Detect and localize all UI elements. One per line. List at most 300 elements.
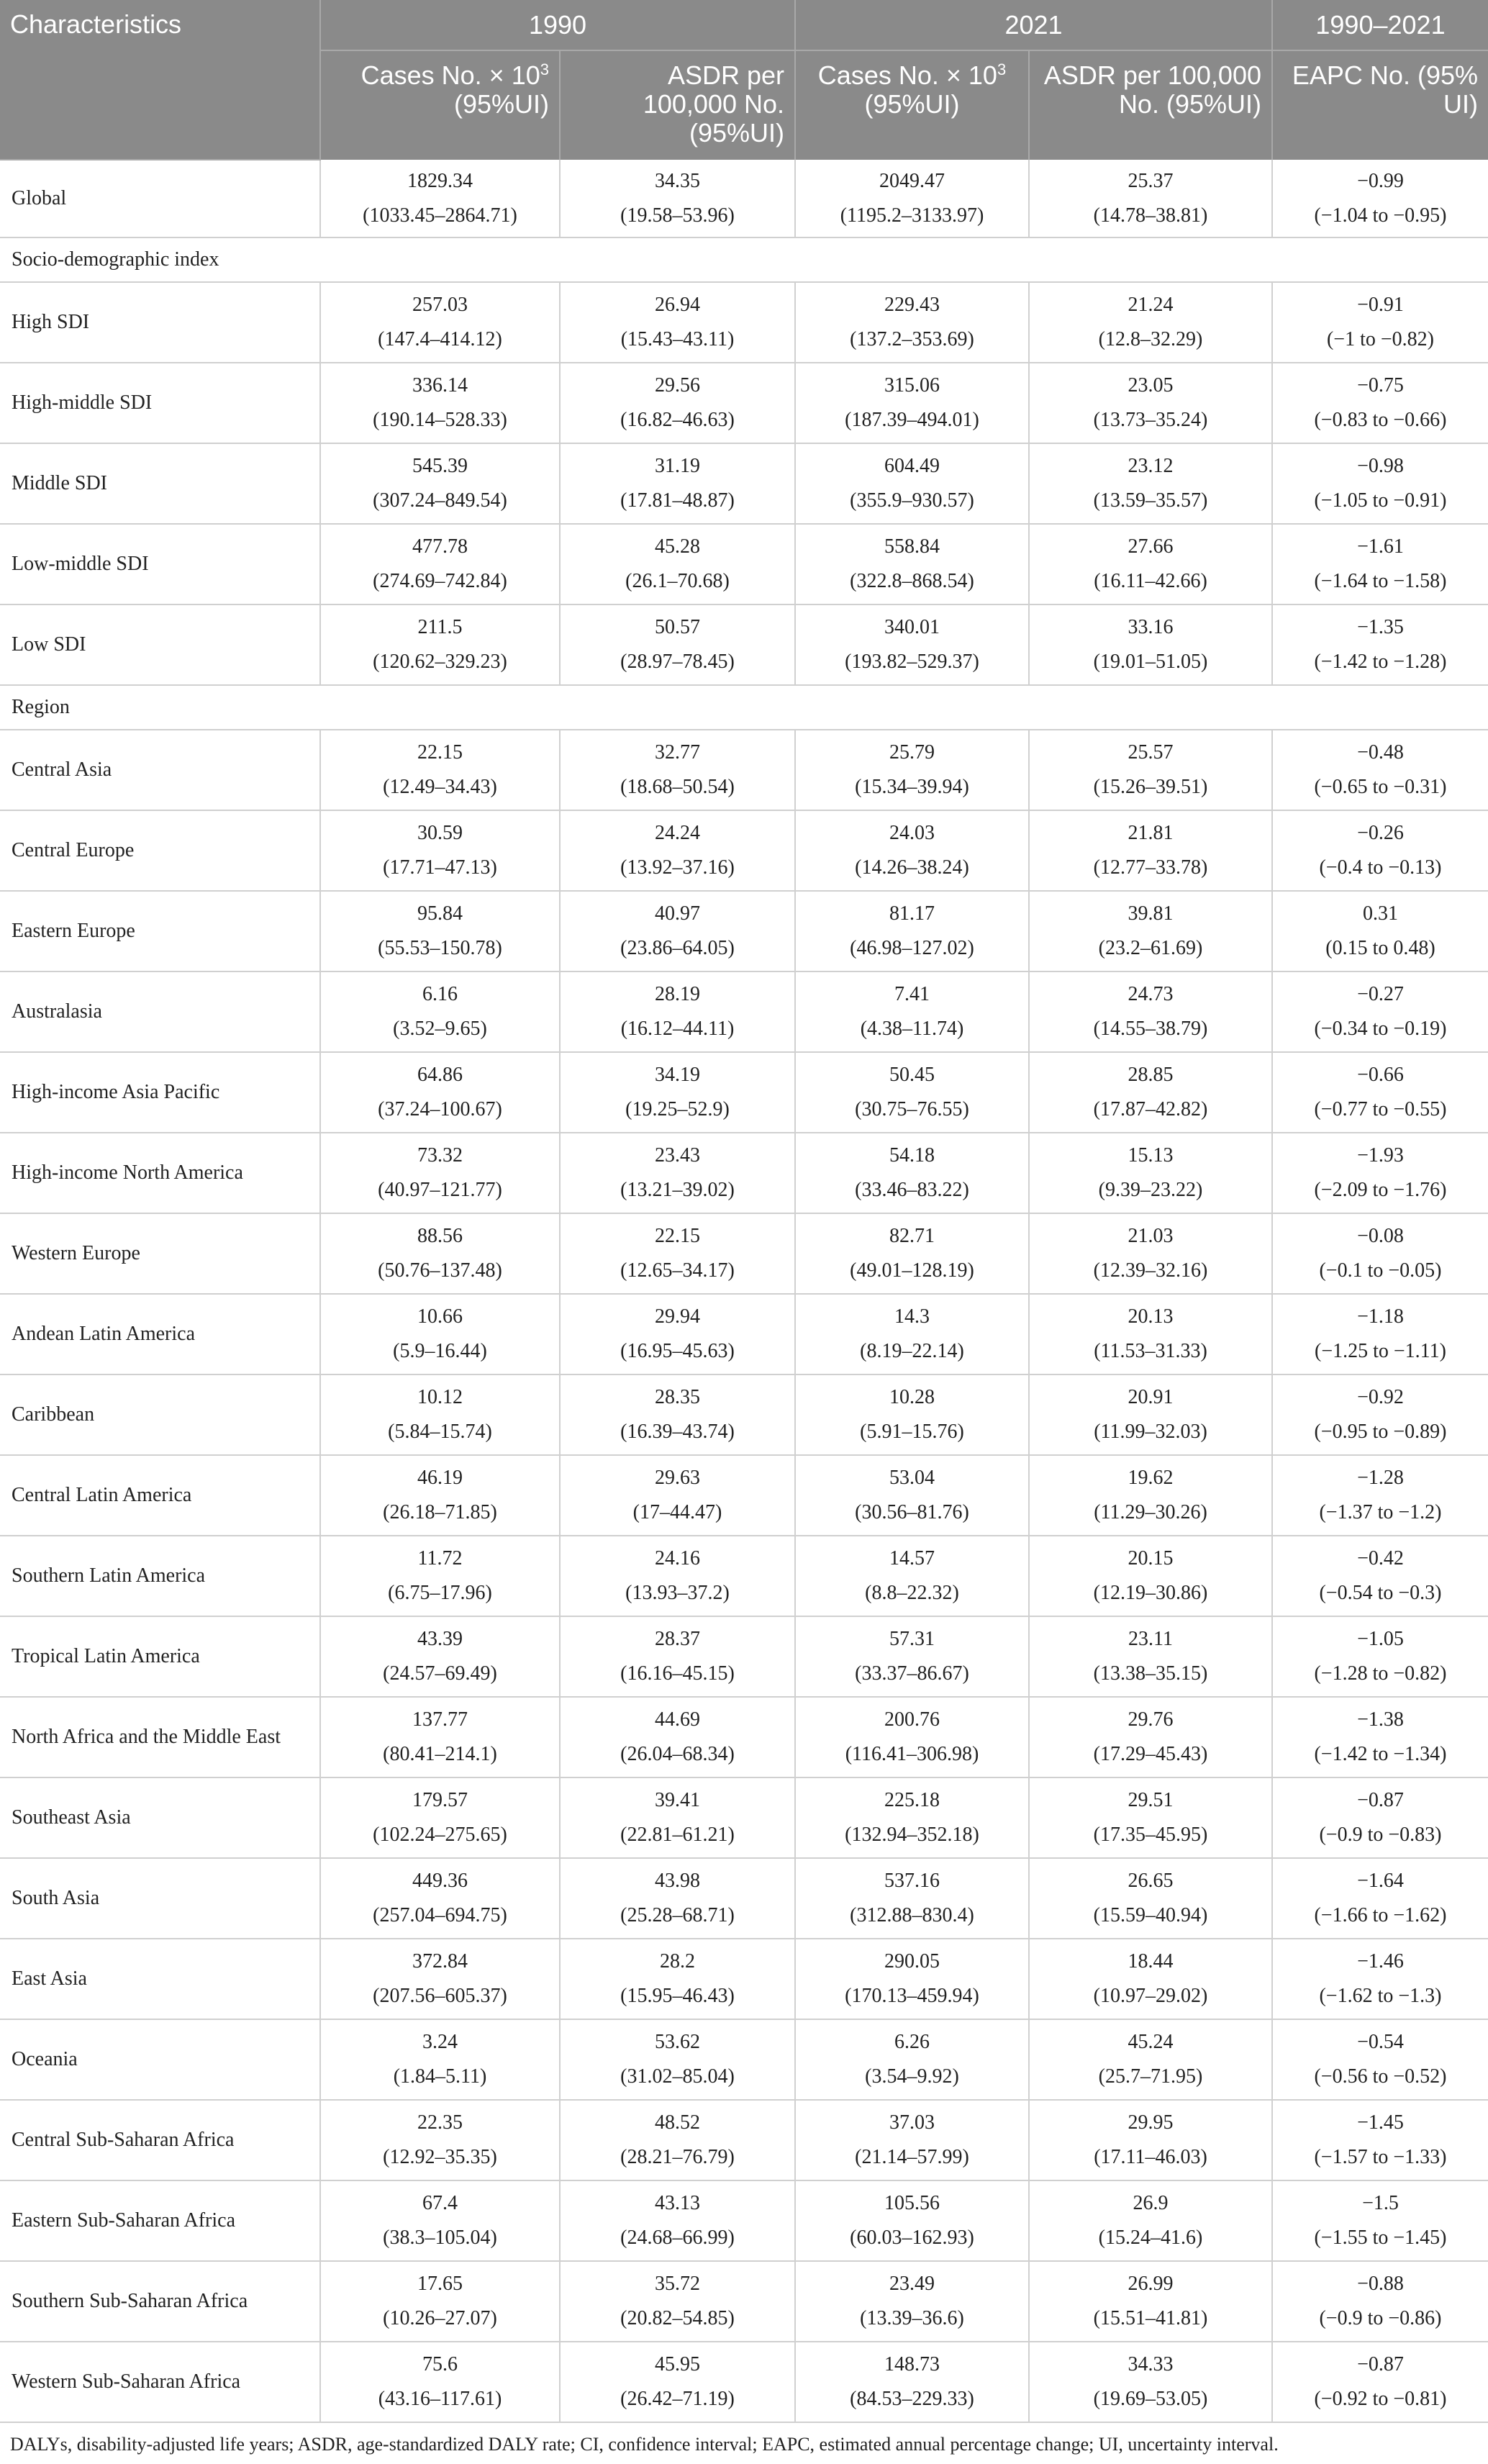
cell-value: 30.59 [417,822,463,844]
table-row [0,443,1488,524]
cell-value: 24.24 [655,822,700,844]
cell-value: 22.15 [655,1225,700,1247]
cell-c4 [1029,1616,1272,1697]
cell-c1 [320,160,560,237]
cell-value: 82.71 [889,1225,935,1247]
cell-interval: (9.39–23.22) [1098,1179,1203,1201]
cell-value: 372.84 [412,1950,468,1972]
cell-interval: (6.75–17.96) [388,1582,492,1604]
cell-interval: (60.03–162.93) [850,2227,974,2249]
cell-c2 [560,1939,795,2019]
cell-value: 29.94 [655,1305,700,1328]
cell-c4 [1029,524,1272,604]
cell-value: 604.49 [884,455,940,477]
cell-value: 211.5 [417,616,463,638]
cell-c5 [1272,1616,1488,1697]
cell-c5 [1272,1052,1488,1133]
cell-c3 [795,2342,1029,2422]
cell-value: −0.54 [1357,2031,1404,2053]
cell-c2 [560,2342,795,2422]
cell-c5 [1272,1213,1488,1294]
cell-interval: (−0.95 to −0.89) [1314,1421,1447,1443]
cell-value: −1.05 [1357,1628,1404,1650]
cell-value: 18.44 [1128,1950,1174,1972]
cell-c2 [560,971,795,1052]
cell-value: 53.62 [655,2031,700,2053]
cell-c4 [1029,1294,1272,1374]
cell-c3 [795,1616,1029,1697]
cell-c1 [320,1294,560,1374]
cell-value: 29.95 [1128,2111,1174,2134]
table-row [0,2342,1488,2422]
row-label: Oceania [0,2019,320,2100]
cell-c3 [795,2180,1029,2261]
cell-c4 [1029,363,1272,443]
cell-c2 [560,160,795,237]
cell-interval: (17.29–45.43) [1093,1743,1208,1765]
cell-c5 [1272,363,1488,443]
cell-interval: (24.57–69.49) [383,1662,497,1685]
cell-interval: (15.59–40.94) [1093,1904,1208,1926]
cell-interval: (−1.05 to −0.91) [1314,489,1447,512]
cell-interval: (4.38–11.74) [860,1018,964,1040]
cell-value: 34.35 [655,169,700,192]
cell-c5 [1272,1697,1488,1777]
row-label: Low-middle SDI [0,524,320,604]
cell-value: 315.06 [884,374,940,397]
cell-c3 [795,971,1029,1052]
cell-value: 28.35 [655,1386,700,1408]
cell-value: 64.86 [417,1064,463,1086]
cell-interval: (13.73–35.24) [1093,409,1208,431]
cell-value: 3.24 [422,2031,458,2053]
cell-value: 14.57 [889,1547,935,1570]
table-row [0,1052,1488,1133]
cell-c1 [320,363,560,443]
table-header [0,0,1488,160]
header-asdr-2021: ASDR per 100,000 No. (95%UI) [1029,50,1272,160]
cell-c4 [1029,971,1272,1052]
cell-interval: (33.46–83.22) [855,1179,969,1201]
cell-c2 [560,1133,795,1213]
cell-value: 44.69 [655,1708,700,1731]
cell-value: −0.42 [1357,1547,1404,1570]
cell-c2 [560,1536,795,1616]
cell-interval: (3.54–9.92) [865,2065,959,2088]
cell-c4 [1029,891,1272,971]
cell-interval: (12.19–30.86) [1093,1582,1208,1604]
cell-interval: (16.95–45.63) [620,1340,735,1362]
row-label: High-income Asia Pacific [0,1052,320,1133]
cell-value: 10.28 [889,1386,935,1408]
cell-value: 179.57 [412,1789,468,1811]
cell-interval: (−1.66 to −1.62) [1314,1904,1447,1926]
cell-c1 [320,730,560,810]
row-label: Middle SDI [0,443,320,524]
table-row [0,363,1488,443]
cell-value: 31.19 [655,455,700,477]
cell-interval: (13.21–39.02) [620,1179,735,1201]
row-label: Southeast Asia [0,1777,320,1858]
cell-interval: (17.35–45.95) [1093,1824,1208,1846]
cell-value: 477.78 [412,535,468,558]
cell-interval: (120.62–329.23) [373,651,507,673]
cell-c2 [560,1294,795,1374]
table-row [0,1213,1488,1294]
cell-interval: (−0.56 to −0.52) [1314,2065,1447,2088]
cell-value: −1.38 [1357,1708,1404,1731]
cell-value: 39.41 [655,1789,700,1811]
row-label: North Africa and the Middle East [0,1697,320,1777]
row-label: Western Europe [0,1213,320,1294]
cell-value: −0.88 [1357,2273,1404,2295]
cell-c1 [320,1133,560,1213]
cell-interval: (−1.57 to −1.33) [1314,2146,1447,2168]
cell-interval: (−1.04 to −0.95) [1314,204,1447,227]
cell-value: 45.95 [655,2353,700,2375]
cell-c2 [560,1455,795,1536]
cell-interval: (−2.09 to −1.76) [1314,1179,1447,1201]
cell-value: 26.65 [1128,1870,1174,1892]
cell-c4 [1029,1777,1272,1858]
cell-c4 [1029,1052,1272,1133]
cell-c3 [795,1777,1029,1858]
cell-value: 257.03 [412,294,468,316]
cell-value: 20.15 [1128,1547,1174,1570]
cell-c4 [1029,160,1272,237]
cell-value: 23.11 [1128,1628,1173,1650]
cell-interval: (18.68–50.54) [620,776,735,798]
cell-interval: (13.93–37.2) [625,1582,730,1604]
cell-value: 27.66 [1128,535,1174,558]
cell-interval: (355.9–930.57) [850,489,974,512]
cell-interval: (13.38–35.15) [1093,1662,1208,1685]
cell-interval: (16.16–45.15) [620,1662,735,1685]
cell-interval: (25.28–68.71) [620,1904,735,1926]
cell-c3 [795,443,1029,524]
cell-value: −0.66 [1357,1064,1404,1086]
cell-value: 24.03 [889,822,935,844]
cell-interval: (−0.54 to −0.3) [1319,1582,1442,1604]
cell-c5 [1272,971,1488,1052]
cell-value: −0.98 [1357,455,1404,477]
cell-interval: (23.2–61.69) [1098,937,1203,959]
cell-c5 [1272,524,1488,604]
cell-c4 [1029,2180,1272,2261]
row-label: Australasia [0,971,320,1052]
cell-value: 25.79 [889,741,935,764]
cell-value: 35.72 [655,2273,700,2295]
cell-interval: (31.02–85.04) [620,2065,735,2088]
cell-value: 26.9 [1133,2192,1169,2214]
row-label: Global [0,160,320,237]
cell-value: 34.33 [1128,2353,1174,2375]
cell-value: −1.64 [1357,1870,1404,1892]
cell-c5 [1272,1536,1488,1616]
cell-interval: (−0.92 to −0.81) [1314,2388,1447,2410]
table-row [0,2100,1488,2180]
cell-value: −1.46 [1357,1950,1404,1972]
section-label: Socio-demographic index [0,237,1488,282]
cell-value: 26.99 [1128,2273,1174,2295]
cell-value: 28.2 [660,1950,695,1972]
table-row [0,2019,1488,2100]
cell-interval: (12.49–34.43) [383,776,497,798]
cell-interval: (24.68–66.99) [620,2227,735,2249]
cell-c2 [560,363,795,443]
cell-interval: (26.1–70.68) [625,570,730,592]
header-range: 1990–2021 [1272,0,1488,50]
cell-interval: (19.01–51.05) [1093,651,1208,673]
cell-interval: (25.7–71.95) [1098,2065,1203,2088]
table-row [0,2180,1488,2261]
cell-interval: (193.82–529.37) [845,651,979,673]
table-row [0,1939,1488,2019]
table-row [0,810,1488,891]
cell-value: 225.18 [884,1789,940,1811]
cell-c5 [1272,2180,1488,2261]
cell-interval: (46.98–127.02) [850,937,974,959]
cell-value: 449.36 [412,1870,468,1892]
cell-interval: (49.01–128.19) [850,1259,974,1282]
cell-interval: (43.16–117.61) [378,2388,502,2410]
cell-interval: (11.29–30.26) [1094,1501,1207,1523]
table-row [0,891,1488,971]
row-label: Tropical Latin America [0,1616,320,1697]
table-row [0,971,1488,1052]
cell-value: 17.65 [417,2273,463,2295]
cell-c2 [560,1777,795,1858]
cell-c3 [795,524,1029,604]
cell-c3 [795,891,1029,971]
cell-interval: (15.34–39.94) [855,776,969,798]
cell-interval: (19.25–52.9) [625,1098,730,1120]
cell-c5 [1272,282,1488,363]
cell-value: 45.28 [655,535,700,558]
cell-value: 229.43 [884,294,940,316]
cell-c3 [795,1939,1029,2019]
row-label: Western Sub-Saharan Africa [0,2342,320,2422]
row-label: High-income North America [0,1133,320,1213]
table-row [0,1697,1488,1777]
cell-interval: (−1.28 to −0.82) [1314,1662,1447,1685]
cell-interval: (8.8–22.32) [865,1582,959,1604]
cell-c3 [795,1294,1029,1374]
cell-interval: (17.11–46.03) [1094,2146,1207,2168]
cell-interval: (14.26–38.24) [855,856,969,879]
cell-interval: (13.39–36.6) [860,2307,964,2329]
cell-c4 [1029,1697,1272,1777]
cell-c5 [1272,730,1488,810]
table-body [0,160,1488,2422]
cell-c2 [560,2019,795,2100]
cell-value: 537.16 [884,1870,940,1892]
cell-value: 24.16 [655,1547,700,1570]
row-label: Central Europe [0,810,320,891]
cell-interval: (38.3–105.04) [383,2227,497,2249]
cell-value: 14.3 [894,1305,930,1328]
cell-interval: (15.26–39.51) [1093,776,1208,798]
cell-interval: (187.39–494.01) [845,409,979,431]
cell-value: 11.72 [417,1547,463,1570]
header-cases-1990-sup: 3 [540,60,549,78]
cell-c5 [1272,2261,1488,2342]
row-label: South Asia [0,1858,320,1939]
cell-value: 67.4 [422,2192,458,2214]
cell-value: 40.97 [655,902,700,925]
cell-interval: (312.88–830.4) [850,1904,974,1926]
row-label: High-middle SDI [0,363,320,443]
cell-c3 [795,1858,1029,1939]
cell-value: 10.12 [417,1386,463,1408]
cell-interval: (33.37–86.67) [855,1662,969,1685]
cell-value: 15.13 [1128,1144,1174,1167]
cell-c5 [1272,1133,1488,1213]
cell-c1 [320,2019,560,2100]
cell-value: 22.35 [417,2111,463,2134]
cell-interval: (84.53–229.33) [850,2388,974,2410]
cell-value: 21.03 [1128,1225,1174,1247]
cell-interval: (−0.1 to −0.05) [1319,1259,1442,1282]
cell-c5 [1272,891,1488,971]
cell-value: 28.19 [655,983,700,1005]
cell-c4 [1029,1939,1272,2019]
cell-interval: (12.77–33.78) [1093,856,1208,879]
cell-value: 50.45 [889,1064,935,1086]
row-label: Caribbean [0,1374,320,1455]
table-row [0,282,1488,363]
cell-value: 29.63 [655,1467,700,1489]
cell-interval: (−1.42 to −1.34) [1314,1743,1447,1765]
header-cases-2021-ui: (95%UI) [864,89,960,119]
cell-c3 [795,363,1029,443]
cell-value: 37.03 [889,2111,935,2134]
cell-c5 [1272,810,1488,891]
cell-c4 [1029,1213,1272,1294]
cell-value: −1.45 [1357,2111,1404,2134]
cell-value: 88.56 [417,1225,463,1247]
cell-c1 [320,1213,560,1294]
cell-interval: (307.24–849.54) [373,489,507,512]
cell-value: 6.16 [422,983,458,1005]
row-label: Southern Sub-Saharan Africa [0,2261,320,2342]
cell-interval: (207.56–605.37) [373,1985,507,2007]
cell-value: 53.04 [889,1467,935,1489]
cell-interval: (15.51–41.81) [1093,2307,1208,2329]
cell-c3 [795,1374,1029,1455]
cell-interval: (20.82–54.85) [620,2307,735,2329]
cell-c1 [320,1697,560,1777]
cell-interval: (37.24–100.67) [378,1098,502,1120]
cell-value: −0.87 [1357,1789,1404,1811]
table-row [0,1858,1488,1939]
cell-value: 21.81 [1128,822,1174,844]
row-label: Central Sub-Saharan Africa [0,2100,320,2180]
cell-value: −0.99 [1357,169,1404,192]
cell-interval: (−1.37 to −1.2) [1319,1501,1442,1523]
cell-c2 [560,730,795,810]
cell-c1 [320,2180,560,2261]
cell-c1 [320,971,560,1052]
cell-value: 32.77 [655,741,700,764]
cell-interval: (−1.64 to −1.58) [1314,570,1447,592]
cell-c4 [1029,1536,1272,1616]
cell-c1 [320,2261,560,2342]
table-row [0,1616,1488,1697]
cell-value: −0.91 [1357,294,1404,316]
cell-interval: (190.14–528.33) [373,409,507,431]
cell-interval: (−0.34 to −0.19) [1314,1018,1447,1040]
cell-value: 95.84 [417,902,463,925]
cell-interval: (16.11–42.66) [1094,570,1207,592]
cell-interval: (132.94–352.18) [845,1824,979,1846]
cell-value: 43.39 [417,1628,463,1650]
cell-interval: (147.4–414.12) [378,328,502,350]
cell-c3 [795,604,1029,685]
cell-value: 45.24 [1128,2031,1174,2053]
cell-interval: (137.2–353.69) [850,328,974,350]
cell-value: 200.76 [884,1708,940,1731]
cell-c2 [560,810,795,891]
cell-value: 29.56 [655,374,700,397]
cell-interval: (12.65–34.17) [620,1259,735,1282]
cell-interval: (26.18–71.85) [383,1501,497,1523]
cell-interval: (17–44.47) [632,1501,722,1523]
cell-interval: (55.53–150.78) [378,937,502,959]
row-label: Central Latin America [0,1455,320,1536]
cell-interval: (19.69–53.05) [1093,2388,1208,2410]
header-cases-1990-text: Cases No. × 10 [360,60,540,90]
cell-value: 1829.34 [407,169,473,192]
cell-interval: (13.59–35.57) [1093,489,1208,512]
table-row [0,1536,1488,1616]
cell-c2 [560,443,795,524]
cell-c3 [795,1213,1029,1294]
cell-value: 28.85 [1128,1064,1174,1086]
cell-c1 [320,2100,560,2180]
cell-value: 0.31 [1363,902,1398,925]
cell-value: −0.92 [1357,1386,1404,1408]
cell-value: 10.66 [417,1305,463,1328]
cell-value: 558.84 [884,535,940,558]
cell-interval: (12.8–32.29) [1098,328,1203,350]
cell-c1 [320,1052,560,1133]
cell-c5 [1272,1939,1488,2019]
cell-c3 [795,1455,1029,1536]
cell-c2 [560,1052,795,1133]
cell-interval: (−0.83 to −0.66) [1314,409,1447,431]
header-cases-2021-sup: 3 [997,60,1007,78]
cell-interval: (5.9–16.44) [393,1340,487,1362]
cell-interval: (−0.65 to −0.31) [1314,776,1447,798]
cell-c5 [1272,1858,1488,1939]
cell-c1 [320,1777,560,1858]
cell-interval: (0.15 to 0.48) [1325,937,1435,959]
cell-interval: (11.99–32.03) [1094,1421,1207,1443]
cell-c2 [560,1374,795,1455]
row-label: Andean Latin America [0,1294,320,1374]
cell-c3 [795,282,1029,363]
cell-c5 [1272,160,1488,237]
cell-c1 [320,1616,560,1697]
cell-interval: (10.26–27.07) [383,2307,497,2329]
table-row [0,160,1488,237]
cell-interval: (−1.55 to −1.45) [1314,2227,1447,2249]
cell-value: −0.26 [1357,822,1404,844]
cell-c5 [1272,2019,1488,2100]
cell-interval: (21.14–57.99) [855,2146,969,2168]
cell-interval: (17.81–48.87) [620,489,735,512]
